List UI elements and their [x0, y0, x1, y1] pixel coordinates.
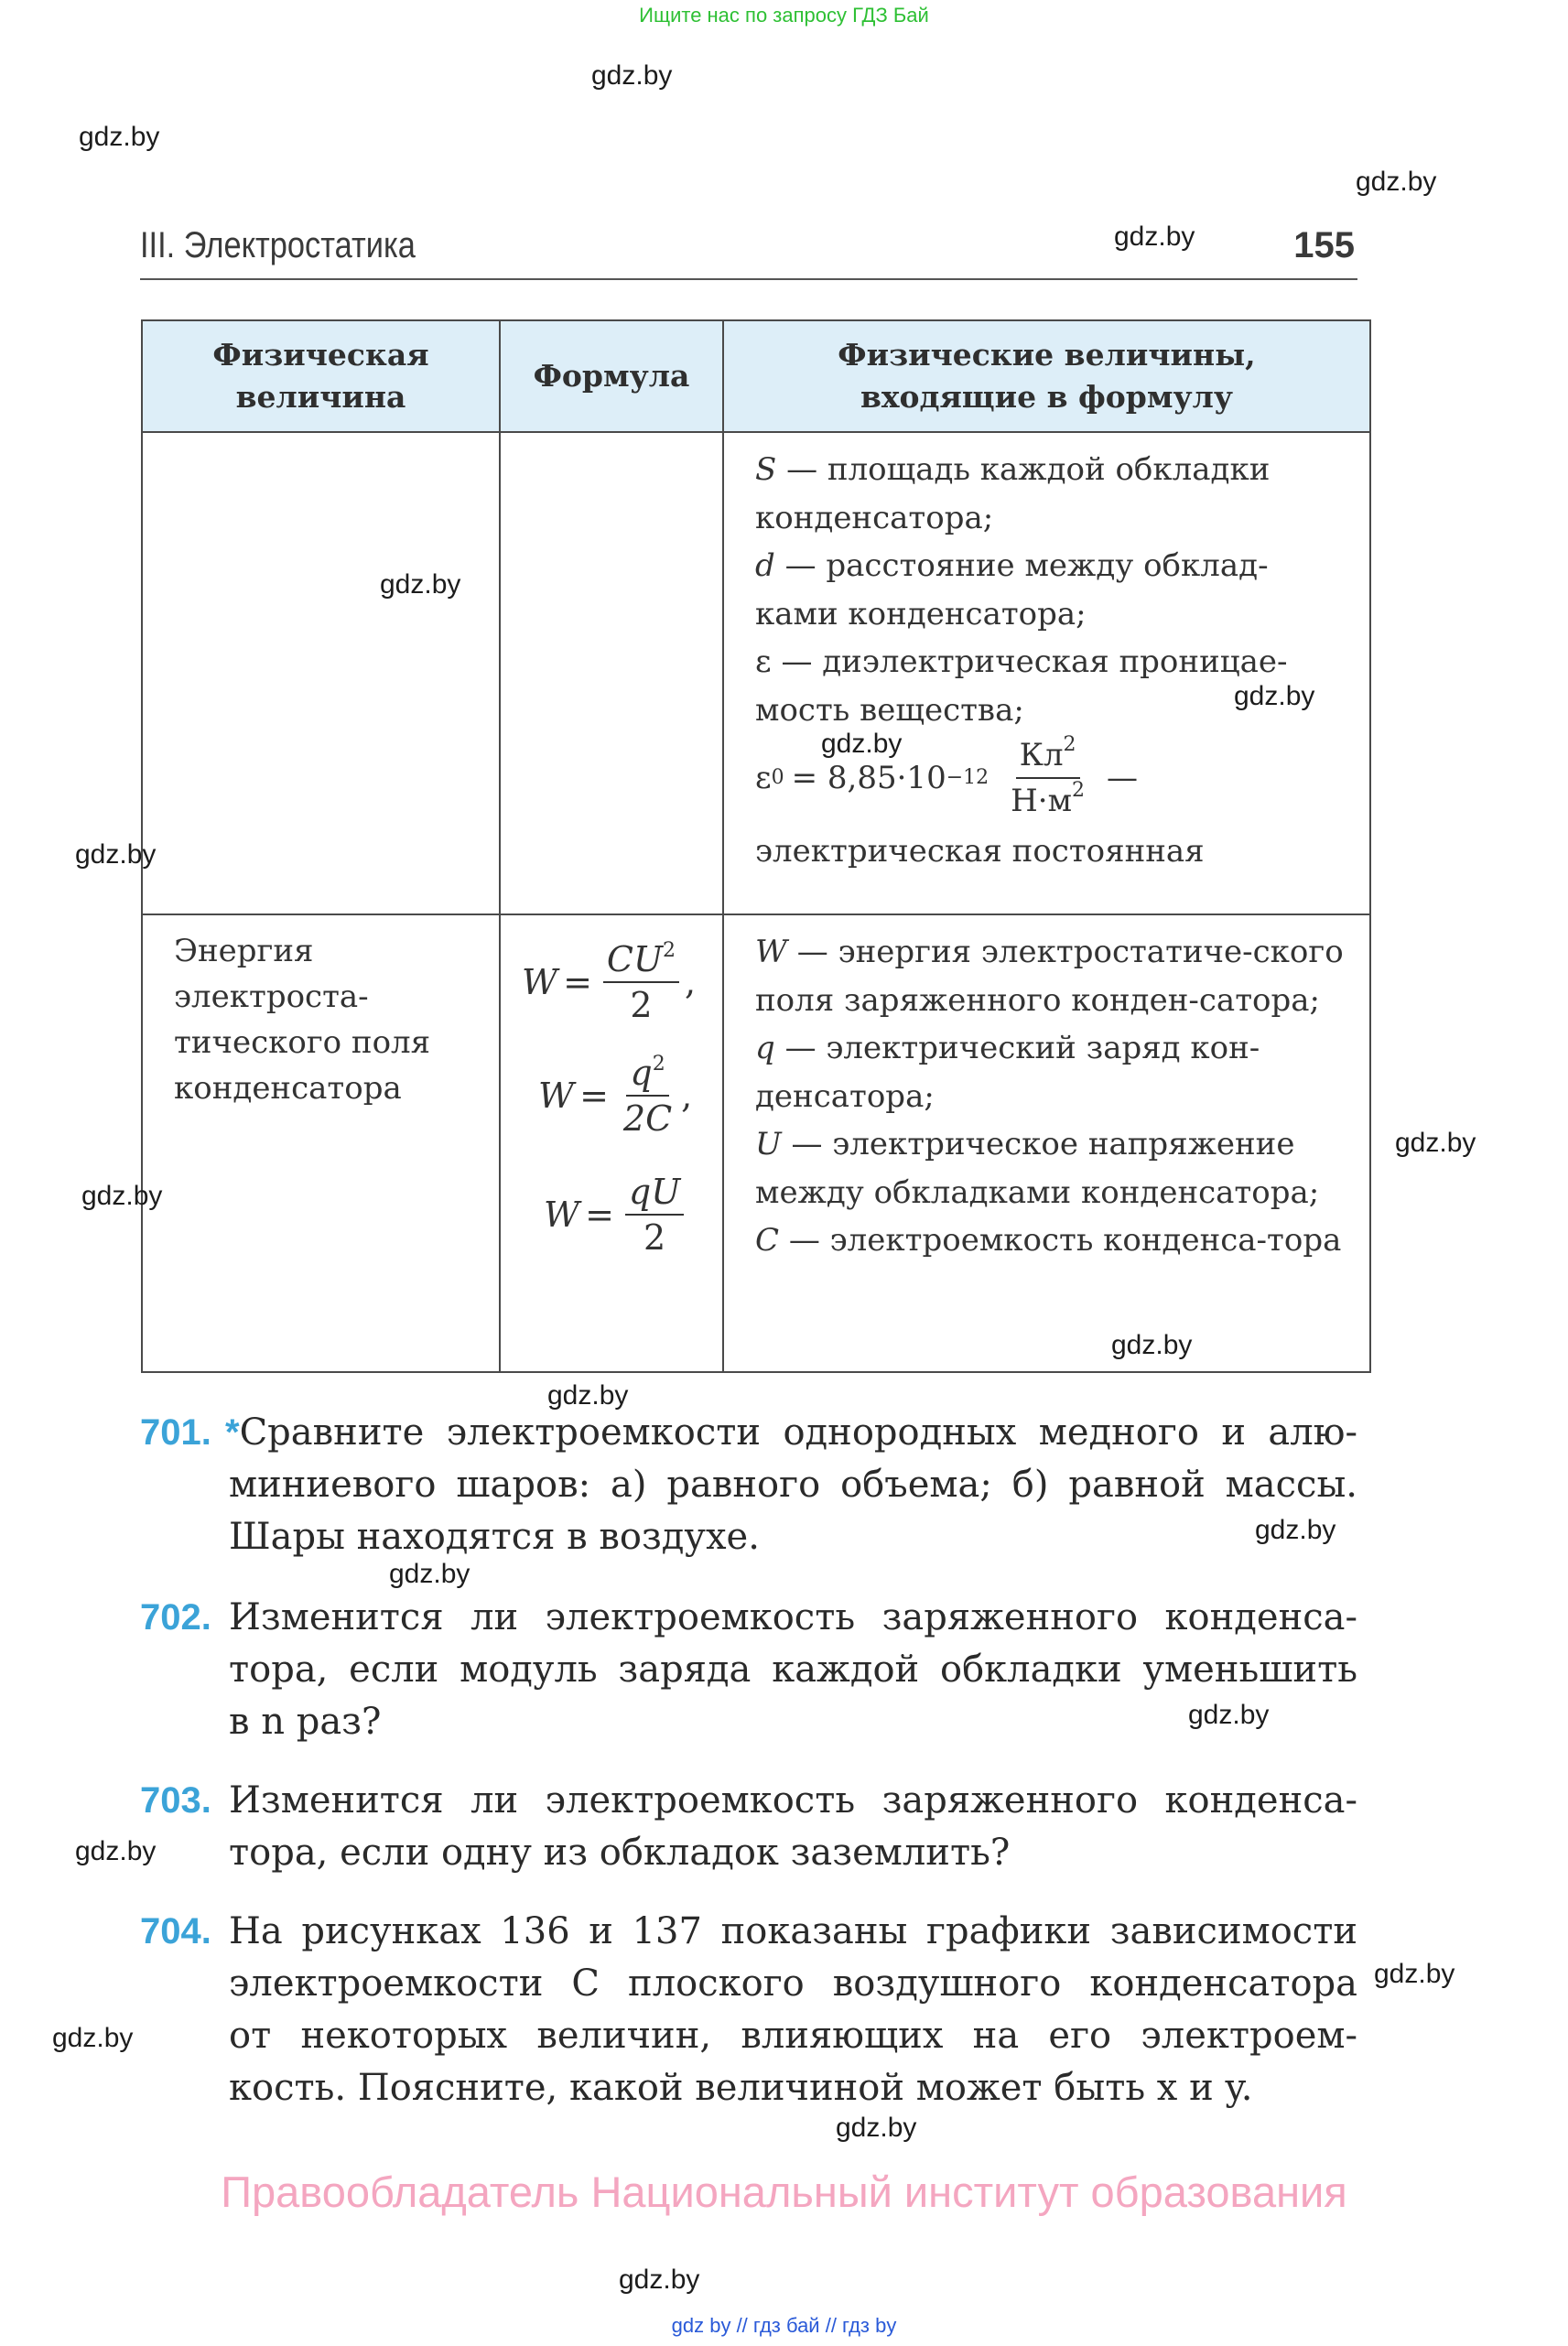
- top-banner[interactable]: Ищите нас по запросу ГДЗ Бай: [639, 4, 929, 27]
- watermark: gdz.by: [1114, 222, 1195, 252]
- problem-704: [140, 1906, 1357, 2114]
- problem-line: На рисунках 136 и 137 показаны графики зависимости: [229, 1910, 1357, 1952]
- watermark: gdz.by: [380, 569, 461, 600]
- var-item: S — площадь каждой обкладки конденсатора;: [755, 451, 1271, 536]
- epsilon0-description: электрическая постоянная: [755, 833, 1205, 870]
- watermark: gdz.by: [1234, 681, 1315, 711]
- problem-line: электроемкости C плоского воздушного конденсатора: [229, 1962, 1357, 2005]
- var-item: C — электроемкость конденса-тора: [755, 1222, 1342, 1259]
- watermark: gdz.by: [591, 60, 673, 91]
- section-title: III. Электростатика: [140, 225, 416, 265]
- watermark: gdz.by: [79, 122, 160, 152]
- var-item: U — электрическое напряжение между обкладками конденсатора;: [755, 1126, 1320, 1211]
- problem-702: [140, 1592, 1357, 1748]
- watermark: gdz.by: [1188, 1700, 1270, 1730]
- row2-variables: [723, 914, 1370, 1372]
- watermark: gdz.by: [821, 729, 903, 759]
- problem-line: тора, если одну из обкладок заземлить?: [229, 1832, 1011, 1874]
- watermark: gdz.by: [75, 1836, 157, 1866]
- epsilon0-formula: ε 0 = 8,85·10 −12 $\frac{Кл^2}{Н\cdot м^2}$ —: [755, 733, 1139, 819]
- problem-number: 701.: [140, 1412, 211, 1453]
- row2-formulas: [500, 914, 723, 1372]
- watermark: gdz.by: [619, 2265, 700, 2295]
- physics-table: [141, 319, 1371, 1373]
- table-row-capacitance: [142, 432, 1370, 914]
- problem-line: от некоторых величин, влияющих на его электроем-: [229, 2015, 1357, 2057]
- energy-formula-2: W = $\frac{q^2}{2C}$ ,: [538, 1053, 693, 1139]
- var-item: q — электрический заряд кон-денсатора;: [755, 1030, 1260, 1115]
- row2-quantity: Энергия электроста- тического поля конденсатора: [142, 914, 500, 1372]
- var-item: W — энергия электростатиче-ского поля заряженного конден-сатора;: [755, 934, 1344, 1019]
- problem-line: миниевого шаров: а) равного объема; б) равной массы.: [229, 1464, 1357, 1506]
- footer-links[interactable]: gdz by // гдз бай // гдз by: [671, 2314, 897, 2337]
- problem-701: [140, 1407, 1357, 1563]
- problem-line: Шары находятся в воздухе.: [229, 1516, 760, 1558]
- problem-line: тора, если модуль заряда каждой обкладки уменьшить: [229, 1649, 1357, 1691]
- problem-703: [140, 1775, 1357, 1879]
- unit-fraction: $\frac{Кл^2}{Н\cdot м^2}$: [1011, 733, 1086, 819]
- watermark: gdz.by: [1356, 167, 1437, 197]
- watermark: gdz.by: [836, 2113, 917, 2143]
- watermark: gdz.by: [81, 1181, 163, 1211]
- problem-line: в n раз?: [229, 1701, 382, 1743]
- watermark: gdz.by: [389, 1559, 470, 1589]
- problem-number: 704.: [140, 1911, 211, 1951]
- table-row-energy: [142, 914, 1370, 1372]
- watermark: gdz.by: [1255, 1515, 1336, 1545]
- table-header-row: [142, 320, 1370, 432]
- header-quantity: Физическая величина: [142, 320, 500, 432]
- var-item: d — расстояние между обклад-ками конденсатора;: [755, 547, 1269, 632]
- page-number: 155: [1293, 225, 1355, 265]
- problem-number: 703.: [140, 1780, 211, 1821]
- var-item: ε — диэлектрическая проницае-мость вещества;: [755, 643, 1288, 729]
- watermark: gdz.by: [52, 2023, 134, 2053]
- header-rule: [140, 278, 1357, 280]
- watermark: gdz.by: [75, 839, 157, 870]
- energy-formula-3: W = $\frac{qU}{2}$: [544, 1155, 721, 1274]
- problem-number: 702.: [140, 1597, 211, 1638]
- problem-line: *Сравните электроемкости однородных медного и алю-: [225, 1411, 1357, 1454]
- watermark: gdz.by: [1395, 1128, 1476, 1158]
- energy-formula-1: W = $\frac{CU^2}{2}$ ,: [522, 939, 697, 1025]
- row1-formula: [500, 432, 723, 914]
- problem-line: Изменится ли электроемкость заряженного конденса-: [229, 1779, 1357, 1822]
- watermark: gdz.by: [1111, 1330, 1193, 1360]
- problem-line: кость. Поясните, какой величиной может быть x и y.: [229, 2067, 1253, 2109]
- header-formula: Формула: [500, 320, 723, 432]
- row1-variables: [723, 432, 1370, 914]
- watermark: gdz.by: [1374, 1959, 1455, 1989]
- copyright-notice: Правообладатель Национальный институт образования: [221, 2168, 1347, 2216]
- row1-quantity: [142, 432, 500, 914]
- header-variables: Физические величины, входящие в формулу: [723, 320, 1370, 432]
- watermark: gdz.by: [547, 1380, 629, 1411]
- problem-line: Изменится ли электроемкость заряженного конденса-: [229, 1596, 1357, 1638]
